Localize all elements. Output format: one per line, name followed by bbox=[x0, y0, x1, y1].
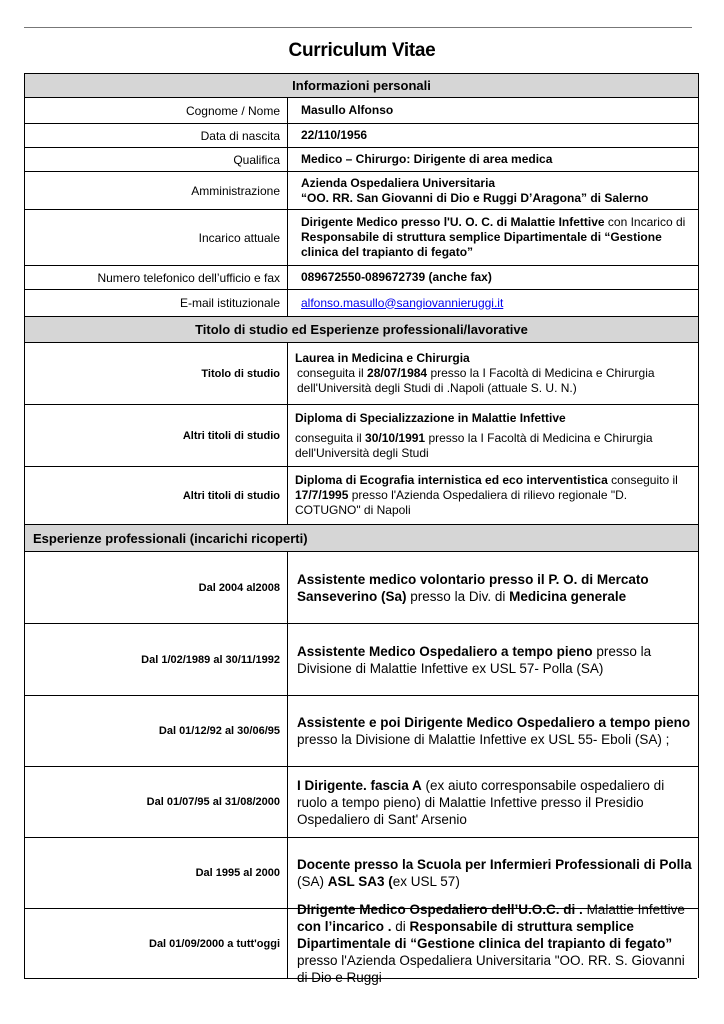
diploma-text-a: conseguito il bbox=[607, 473, 678, 487]
email-link[interactable]: alfonso.masullo@sangiovannieruggi.it bbox=[301, 295, 504, 310]
row-qualification bbox=[25, 147, 698, 171]
section-title: Informazioni personali bbox=[292, 78, 431, 93]
exp-text: Responsabile di struttura semplice Dipartimentale di “Gestione clinica del trapianto di fegato” bbox=[297, 919, 673, 951]
value-phone: 089672550-089672739 (anche fax) bbox=[301, 270, 492, 284]
experience-row bbox=[25, 695, 698, 766]
value-current-role bbox=[289, 210, 698, 265]
specialization-text-b: presso la I Facoltà di Medicina e Chirurgia bbox=[425, 430, 653, 445]
value-birthdate: 22/110/1956 bbox=[301, 128, 368, 142]
value-administration bbox=[289, 172, 698, 209]
exp-text: (SA) bbox=[297, 874, 328, 889]
label-specialization: Altri titoli di studio bbox=[25, 405, 288, 466]
administration-line-2: “OO. RR. San Giovanni di Dio e Ruggi D’Aragona” di Salerno bbox=[301, 190, 649, 205]
section-header-experience bbox=[25, 524, 698, 551]
degree-date: 28/07/1984 bbox=[367, 366, 428, 380]
current-role-part-3: Responsabile di struttura semplice Dipartimentale di “Gestione clinica del trapianto di fegato” bbox=[301, 230, 662, 259]
row-diploma bbox=[25, 466, 698, 524]
label-email: E-mail istituzionale bbox=[25, 290, 288, 316]
exp-text: Assistente Medico Ospedaliero a tempo pieno bbox=[297, 643, 593, 659]
row-degree bbox=[25, 342, 698, 404]
experience-period: Dal 1/02/1989 al 30/11/1992 bbox=[25, 624, 288, 695]
exp-text: Assistente e poi Dirigente Medico Ospedaliero a tempo pieno bbox=[297, 715, 691, 730]
exp-text: ASL SA3 ( bbox=[327, 874, 393, 889]
degree-title: Laurea in Medicina e Chirurgia bbox=[295, 351, 470, 365]
table-bottom-border bbox=[24, 978, 697, 979]
experience-row bbox=[25, 837, 698, 908]
value-specialization bbox=[289, 405, 698, 466]
exp-text: (ex aiuto corresponsabile ospedaliero di ruolo a tempo pieno) di Malattie Infettive presso il Presidio Ospedaliero di Sant' Arsenio bbox=[297, 777, 665, 827]
current-role-part-1: Dirigente Medico presso l'U. O. C. di Malattie Infettive bbox=[301, 215, 605, 229]
value-diploma bbox=[289, 467, 698, 524]
row-administration bbox=[25, 171, 698, 209]
exp-text: I Dirigente. fascia A bbox=[297, 777, 422, 793]
section-title: Esperienze professionali (incarichi ricoperti) bbox=[33, 530, 308, 546]
label-diploma: Altri titoli di studio bbox=[25, 467, 288, 524]
experience-period: Dal 1995 al 2000 bbox=[25, 838, 288, 908]
diploma-date: 17/7/1995 bbox=[295, 488, 349, 502]
administration-line-1: Azienda Ospedaliera Universitaria bbox=[301, 175, 496, 190]
row-specialization bbox=[25, 404, 698, 466]
exp-text: Medicina generale bbox=[509, 588, 627, 604]
experience-description bbox=[289, 838, 698, 908]
exp-text: di bbox=[395, 919, 410, 934]
row-current-role bbox=[25, 209, 698, 265]
label-administration: Amministrazione bbox=[25, 172, 288, 209]
specialization-text-c: dell'Università degli Studi bbox=[295, 445, 429, 460]
row-birthdate bbox=[25, 123, 698, 147]
exp-text: ex USL 57) bbox=[392, 874, 460, 889]
row-phone bbox=[25, 265, 698, 289]
top-rule bbox=[24, 27, 692, 28]
label-birthdate: Data di nascita bbox=[25, 124, 288, 147]
current-role-part-2: con Incarico di bbox=[604, 215, 686, 229]
degree-text-b: presso la I Facoltà di Medicina e Chirurgia bbox=[427, 366, 655, 380]
specialization-text-a: conseguita il bbox=[295, 430, 366, 445]
row-email bbox=[25, 289, 698, 316]
specialization-date: 30/10/1991 bbox=[365, 430, 426, 445]
label-current-role: Incarico attuale bbox=[25, 210, 288, 265]
label-name: Cognome / Nome bbox=[25, 98, 288, 123]
experience-description bbox=[289, 902, 698, 985]
document-title: Curriculum Vitae bbox=[288, 40, 436, 61]
experience-period: Dal 01/12/92 al 30/06/95 bbox=[25, 696, 288, 766]
degree-text-c: dell'Università degli Studi di .Napoli (attuale S. U. N.) bbox=[297, 381, 577, 395]
exp-text: presso la Divisione di Malattie Infettive ex USL 55- Eboli (SA) ; bbox=[297, 732, 670, 747]
value-email bbox=[289, 290, 698, 316]
experience-row bbox=[25, 623, 698, 695]
experience-period: Dal 01/07/95 al 31/08/2000 bbox=[25, 767, 288, 837]
exp-text: Docente presso la Scuola per Infermieri Professionali di Polla bbox=[297, 857, 692, 872]
cv-table bbox=[24, 73, 699, 985]
label-degree: Titolo di studio bbox=[25, 343, 288, 404]
exp-text: presso la Div. di bbox=[406, 588, 510, 604]
value-degree bbox=[289, 343, 698, 404]
value-qualification: Medico – Chirurgo: Dirigente di area medica bbox=[301, 152, 553, 166]
experience-description bbox=[289, 624, 698, 695]
experience-period: Dal 2004 al2008 bbox=[25, 552, 288, 623]
experience-row bbox=[25, 551, 698, 623]
exp-text: Malattie Infettive bbox=[586, 902, 685, 917]
diploma-title: Diploma di Ecografia internistica ed eco interventistica bbox=[295, 473, 608, 487]
exp-text: presso la Divisione di Malattie Infettive ex USL 57- Polla (SA) bbox=[297, 643, 652, 676]
value-name: Masullo Alfonso bbox=[301, 103, 394, 117]
experience-description bbox=[289, 552, 698, 623]
row-name bbox=[25, 97, 698, 123]
experience-description bbox=[289, 767, 698, 837]
section-header-personal bbox=[25, 73, 698, 97]
label-qualification: Qualifica bbox=[25, 148, 288, 171]
experience-row bbox=[25, 902, 698, 985]
exp-text: Assistente medico volontario presso il P. O. di Mercato Sanseverino (Sa) bbox=[297, 571, 649, 604]
specialization-title: Diploma di Specializzazione in Malattie Infettive bbox=[295, 410, 566, 425]
experience-row bbox=[25, 766, 698, 837]
exp-text: con l’incarico . bbox=[297, 919, 396, 934]
label-phone: Numero telefonico dell’ufficio e fax bbox=[25, 266, 288, 289]
diploma-text-b: presso l'Azienda Ospedaliera di rilievo regionale "D. COTUGNO" di Napoli bbox=[295, 488, 628, 517]
experience-description bbox=[289, 696, 698, 766]
section-header-studies bbox=[25, 316, 698, 342]
section-title: Titolo di studio ed Esperienze professionali/lavorative bbox=[195, 322, 528, 337]
exp-text: DIrigente Medico Ospedaliero dell’U.O.C. di . bbox=[297, 902, 587, 917]
exp-text: presso l'Azienda Ospedaliera Universitaria "OO. RR. S. Giovanni di Dio e Ruggi bbox=[297, 953, 685, 985]
degree-text-a: conseguita il bbox=[297, 366, 368, 380]
experience-period: Dal 01/09/2000 a tutt'oggi bbox=[25, 909, 288, 978]
